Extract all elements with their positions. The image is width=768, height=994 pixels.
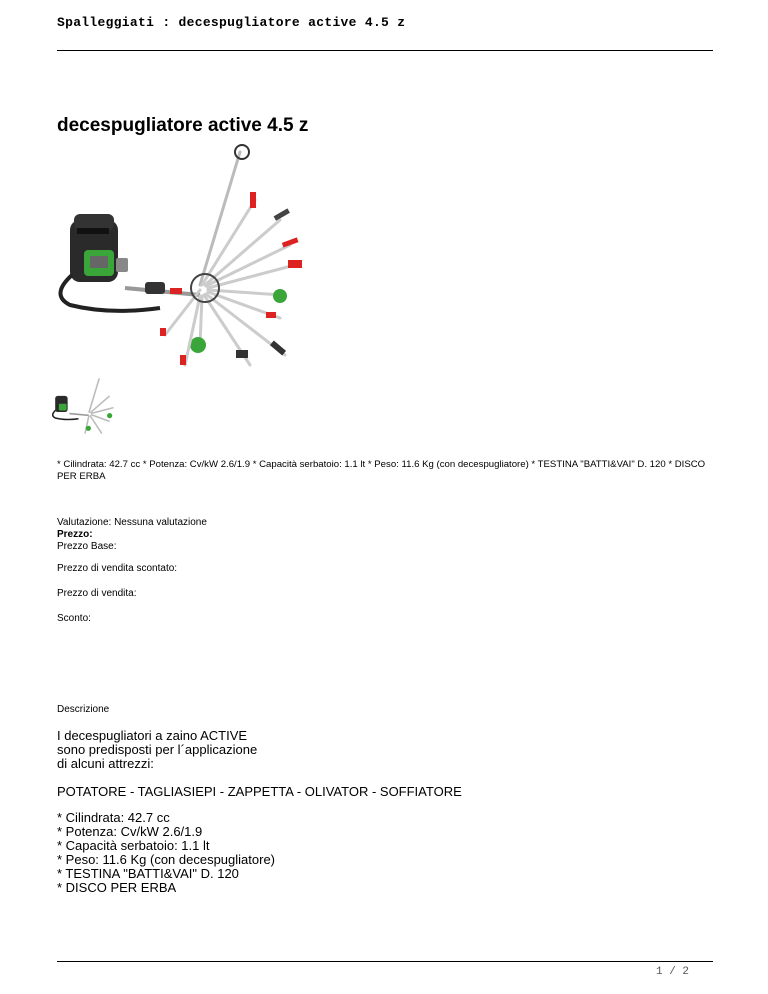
specs-summary: * Cilindrata: 42.7 cc * Potenza: Cv/kW 2.6/1.9 * Capacità serbatoio: 1.1 lt * Peso: 11.6 Kg (con decespugliatore) * TESTINA "BATTI&VAI" D. 120 * DISCO PER ERBA	[57, 459, 706, 482]
spec-list	[57, 811, 275, 895]
handle-shaft	[125, 282, 200, 295]
base-price: Prezzo Base:	[57, 541, 117, 552]
description-line: sono predisposti per l´applicazione	[57, 742, 258, 757]
spec-item: * Capacità serbatoio: 1.1 lt	[57, 838, 210, 853]
product-title: decespugliatore active 4.5 z	[57, 115, 309, 136]
header-rule	[57, 50, 713, 51]
rating: Valutazione: Nessuna valutazione	[57, 517, 207, 528]
spec-item: * DISCO PER ERBA	[57, 880, 177, 895]
discount: Sconto:	[57, 613, 91, 624]
attachments-fan	[160, 145, 302, 365]
page-number: 1 / 2	[656, 966, 690, 978]
tools-list: POTATORE - TAGLIASIEPI - ZAPPETTA - OLIVATOR - SOFFIATORE	[57, 784, 462, 799]
product-thumbnail[interactable]	[50, 374, 120, 436]
spec-item: * TESTINA "BATTI&VAI" D. 120	[57, 866, 239, 881]
description-label: Descrizione	[57, 704, 110, 715]
price-label: Prezzo:	[57, 529, 93, 540]
product-image	[50, 140, 320, 370]
spec-item: * Peso: 11.6 Kg (con decespugliatore)	[57, 852, 276, 867]
document-header: Spalleggiati : decespugliatore active 4.5 z	[57, 15, 406, 30]
spec-item: * Cilindrata: 42.7 cc	[57, 810, 170, 825]
spec-item: * Potenza: Cv/kW 2.6/1.9	[57, 824, 203, 839]
sale-price: Prezzo di vendita:	[57, 588, 137, 599]
footer-rule	[57, 961, 713, 962]
backpack-engine	[70, 214, 128, 282]
description-line: di alcuni attrezzi:	[57, 756, 154, 771]
description-line: I decespugliatori a zaino ACTIVE	[57, 728, 248, 743]
description-text	[57, 729, 257, 771]
discounted-price: Prezzo di vendita scontato:	[57, 563, 178, 574]
